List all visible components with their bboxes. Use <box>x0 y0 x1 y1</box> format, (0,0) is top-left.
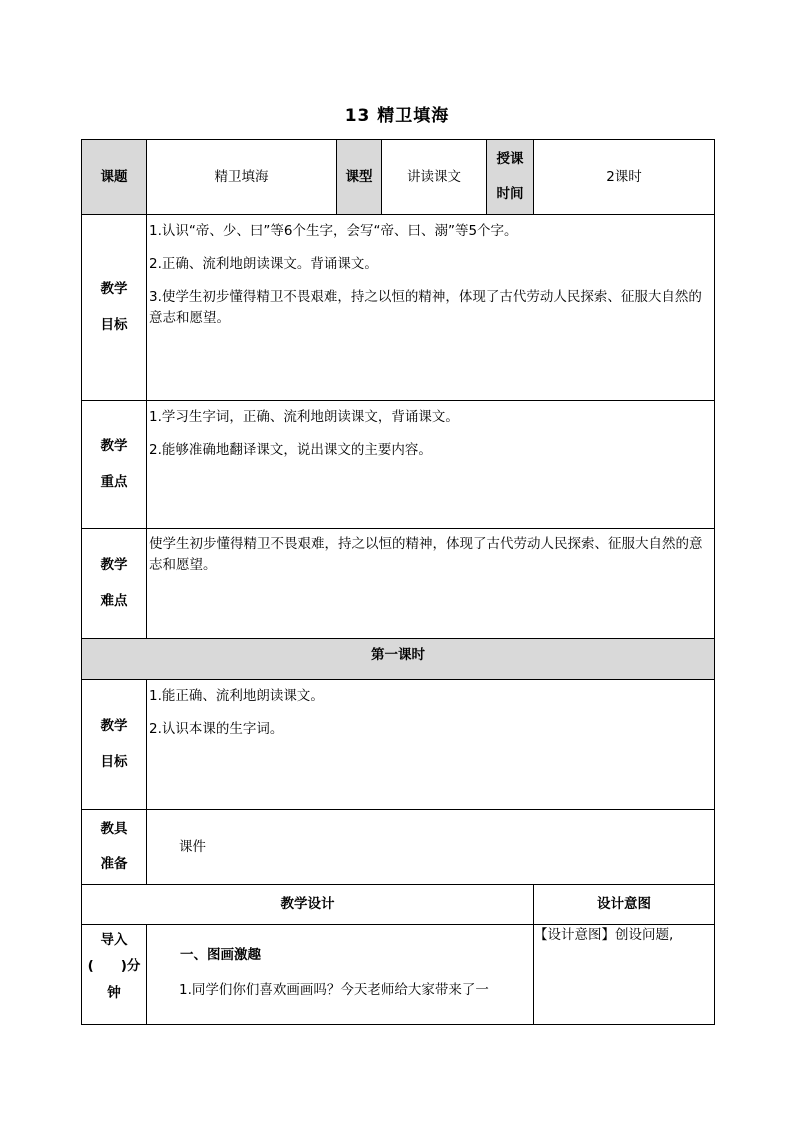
lead-in-content <box>147 925 534 1025</box>
key-point-item: 2.能够准确地翻译课文，说出课文的主要内容。 <box>149 441 432 458</box>
key-point-item: 1.学习生字词，正确、流利地朗读课文，背诵课文。 <box>149 409 459 425</box>
time-value: 2课时 <box>534 140 715 215</box>
difficulty-item: 使学生初步懂得精卫不畏艰难，持之以恒的精神，体现了古代劳动人民探索、征服大自然的意志和愿望。 <box>149 536 703 573</box>
goals-label <box>82 215 147 401</box>
header-row <box>82 140 715 215</box>
document-title: 13 精卫填海 <box>344 106 450 126</box>
lead-in-section-text: 1.同学们你们喜欢画画吗？今天老师给大家带来了一 <box>179 981 489 998</box>
type-value: 讲读课文 <box>382 140 487 215</box>
time-label <box>487 140 534 215</box>
lesson1-goals-label-line2: 目标 <box>100 753 128 770</box>
difficulties-label-line2: 难点 <box>100 592 128 609</box>
tools-value: 课件 <box>147 810 715 885</box>
goal-item: 3.使学生初步懂得精卫不畏艰难，持之以恒的精神，体现了古代劳动人民探索、征服大自然的意志和愿望。 <box>149 288 702 326</box>
tools-label <box>82 810 147 885</box>
design-header-row <box>82 885 715 925</box>
subject-value: 精卫填海 <box>147 140 337 215</box>
goals-label-line2: 目标 <box>100 316 128 333</box>
goal-item: 1.认识“帝、少、曰”等6个生字，会写“帝、曰、溺”等5个字。 <box>149 223 518 239</box>
key-points-label <box>82 401 147 529</box>
time-label-line1: 授课 <box>496 150 524 167</box>
lead-in-label-line3: 钟 <box>107 984 121 1001</box>
lesson1-goals-label <box>82 680 147 810</box>
lesson1-goals-label-line1: 教学 <box>100 718 128 735</box>
goals-label-line1: 教学 <box>100 281 128 298</box>
lead-in-label <box>82 925 147 1025</box>
lesson1-goal-item: 1.能正确、流利地朗读课文。 <box>149 688 324 704</box>
goals-content <box>147 215 715 401</box>
difficulties-label-line1: 教学 <box>100 557 128 574</box>
subject-label: 课题 <box>82 140 147 215</box>
lesson1-heading-row <box>82 639 715 680</box>
goals-row <box>82 215 715 401</box>
intent-column-header: 设计意图 <box>534 885 715 925</box>
design-column-header: 教学设计 <box>82 885 534 925</box>
lead-in-label-line2: ( )分 <box>87 958 141 975</box>
key-points-label-line1: 教学 <box>100 438 128 455</box>
goal-item: 2.正确、流利地朗读课文。背诵课文。 <box>149 255 378 272</box>
difficulties-row <box>82 529 715 639</box>
lead-in-label-line1: 导入 <box>100 932 128 948</box>
difficulties-label <box>82 529 147 639</box>
lesson-plan-table <box>81 139 715 1025</box>
lesson1-goals-content <box>147 680 715 810</box>
lead-in-row <box>82 925 715 1025</box>
key-points-content <box>147 401 715 529</box>
tools-label-line2: 准备 <box>100 856 128 872</box>
key-points-label-line2: 重点 <box>100 473 128 490</box>
design-intent-text: 【设计意图】创设问题, <box>534 925 715 1025</box>
lesson1-goal-item: 2.认识本课的生字词。 <box>149 720 284 737</box>
lesson1-goals-row <box>82 680 715 810</box>
tools-label-line1: 教具 <box>100 820 128 837</box>
lead-in-section-heading: 一、图画激趣 <box>180 947 261 963</box>
time-label-line2: 时间 <box>496 186 524 202</box>
tools-row <box>82 810 715 885</box>
key-points-row <box>82 401 715 529</box>
difficulties-content <box>147 529 715 639</box>
lesson1-heading: 第一课时 <box>82 639 715 680</box>
type-label: 课型 <box>337 140 382 215</box>
